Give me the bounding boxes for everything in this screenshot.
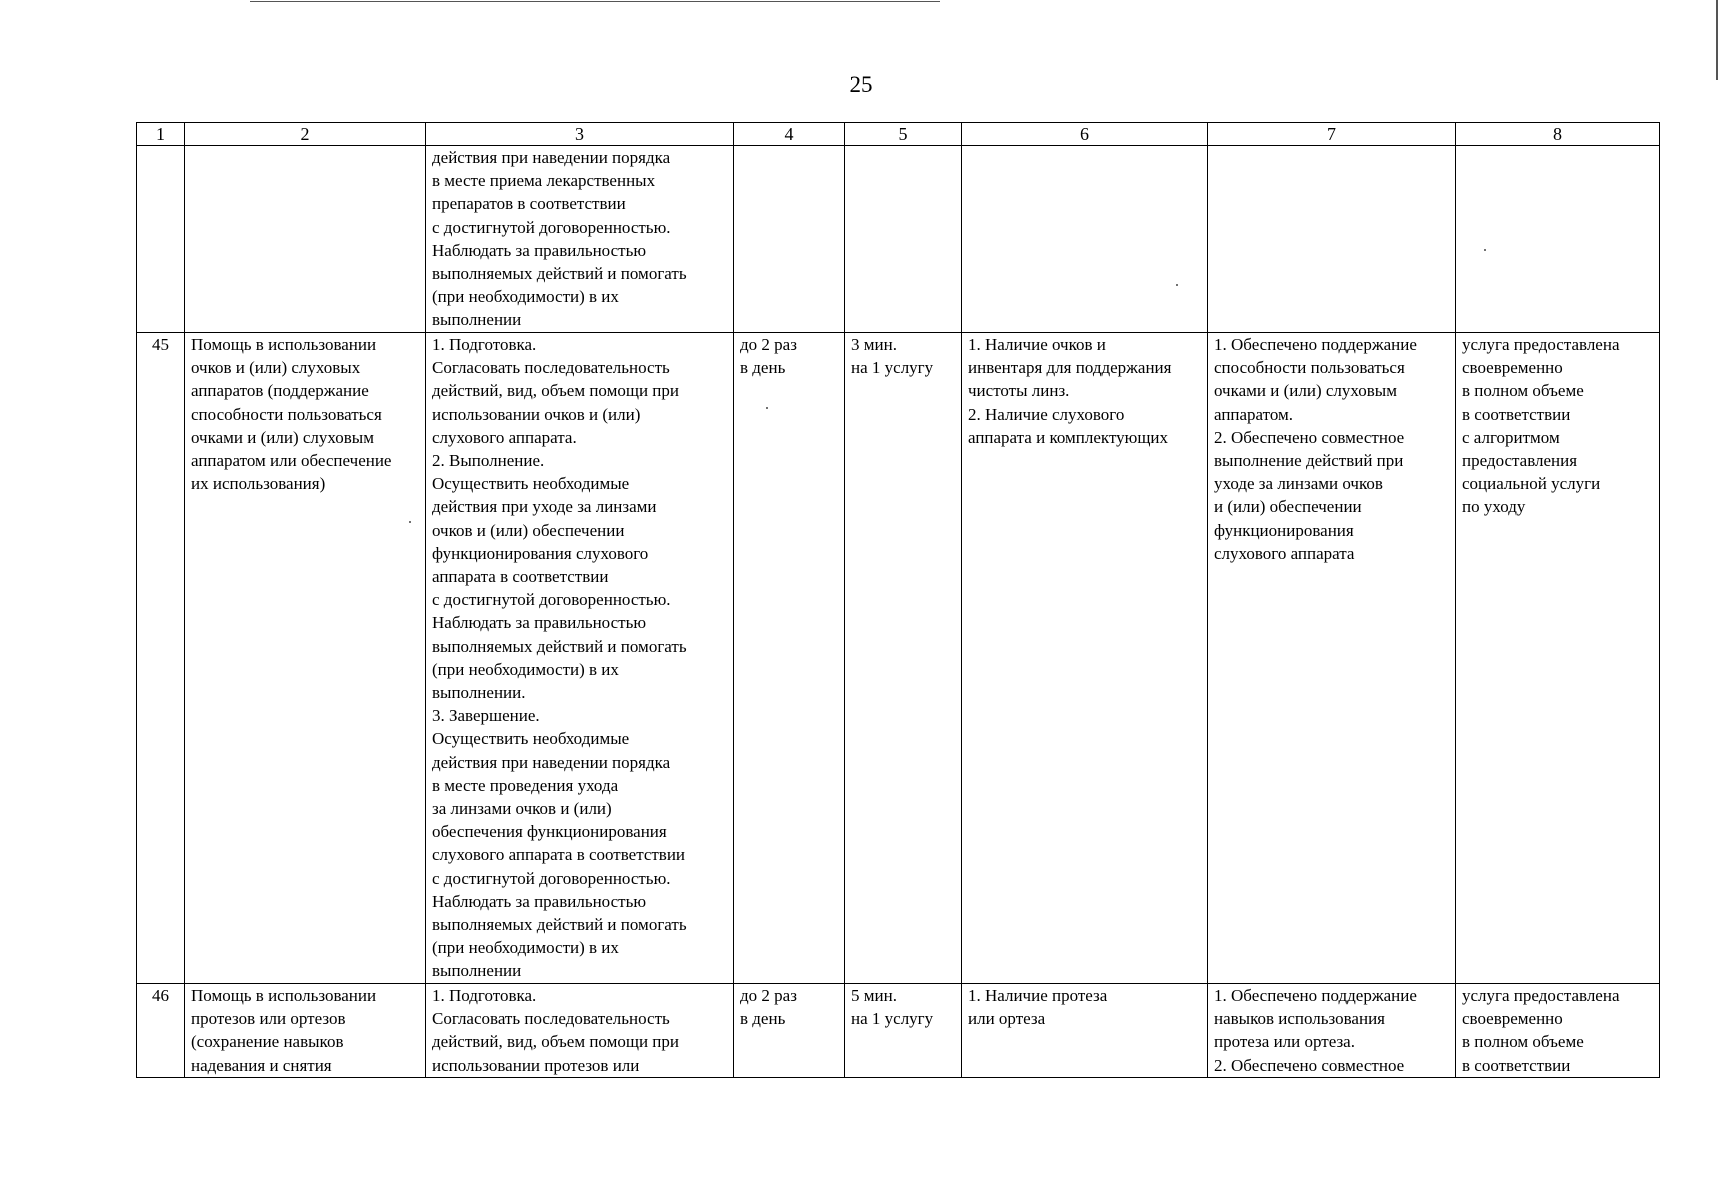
scan-edge-mark bbox=[1716, 0, 1718, 80]
service-description: 1. Подготовка. Согласовать последовательность действий, вид, объем помощи при использовании протезов или bbox=[426, 984, 734, 1078]
service-name: Помощь в использовании протезов или ортезов (сохранение навыков надевания и снятия bbox=[185, 984, 426, 1078]
column-number: 3 bbox=[426, 123, 734, 146]
scan-speck bbox=[1176, 284, 1178, 286]
service-quality: услуга предоставлена своевременно в полном объеме в соответствии с алгоритмом предоставления социальной услуги по уходу bbox=[1456, 333, 1660, 984]
scan-speck bbox=[1484, 249, 1486, 251]
column-number: 6 bbox=[962, 123, 1208, 146]
service-conditions bbox=[962, 146, 1208, 333]
service-quality bbox=[1456, 146, 1660, 333]
column-number: 2 bbox=[185, 123, 426, 146]
service-frequency bbox=[734, 146, 845, 333]
table-row-45 bbox=[137, 333, 1660, 984]
column-number: 7 bbox=[1208, 123, 1456, 146]
scan-speck bbox=[766, 407, 768, 409]
row-number bbox=[137, 146, 185, 333]
service-quality: услуга предоставлена своевременно в полном объеме в соответствии bbox=[1456, 984, 1660, 1078]
scan-speck bbox=[409, 521, 411, 523]
service-result: 1. Обеспечено поддержание навыков использования протеза или ортеза. 2. Обеспечено совместное bbox=[1208, 984, 1456, 1078]
service-conditions: 1. Наличие очков и инвентаря для поддержания чистоты линз. 2. Наличие слухового аппарата и комплектующих bbox=[962, 333, 1208, 984]
service-name: Помощь в использовании очков и (или) слуховых аппаратов (поддержание способности пользоваться очками и (или) слуховым аппаратом или обеспечение их использования) bbox=[185, 333, 426, 984]
service-result: 1. Обеспечено поддержание способности пользоваться очками и (или) слуховым аппаратом. 2. Обеспечено совместное выполнение действий при уходе за линзами очков и (или) обеспечении функционирования слухового аппарата bbox=[1208, 333, 1456, 984]
service-description: действия при наведении порядка в месте приема лекарственных препаратов в соответствии с достигнутой договоренностью. Наблюдать за правильностью выполняемых действий и помогать (при необходимости) в их выполнении bbox=[426, 146, 734, 333]
table-row-continued bbox=[137, 146, 1660, 333]
service-name bbox=[185, 146, 426, 333]
service-frequency: до 2 раз в день bbox=[734, 333, 845, 984]
top-scan-rule bbox=[250, 1, 940, 2]
row-number: 46 bbox=[137, 984, 185, 1078]
service-conditions: 1. Наличие протеза или ортеза bbox=[962, 984, 1208, 1078]
column-number: 1 bbox=[137, 123, 185, 146]
service-duration bbox=[845, 146, 962, 333]
service-description: 1. Подготовка. Согласовать последовательность действий, вид, объем помощи при использовании очков и (или) слухового аппарата. 2. Выполнение. Осуществить необходимые действия при уходе за линзами очков и (или) обеспечении функционирования слухового аппарата в соответствии с достигнутой договоренностью. Наблюдать за правильностью выполняемых действий и помогать (при необходимости) в их выполнении. 3. Завершение. Осуществить необходимые действия при наведении порядка в месте проведения ухода за линзами очков и (или) обеспечения функционирования слухового аппарата в соответствии с достигнутой договоренностью. Наблюдать за правильностью выполняемых действий и помогать (при необходимости) в их выполнении bbox=[426, 333, 734, 984]
service-result bbox=[1208, 146, 1456, 333]
service-frequency: до 2 раз в день bbox=[734, 984, 845, 1078]
service-duration: 3 мин. на 1 услугу bbox=[845, 333, 962, 984]
services-table bbox=[136, 122, 1660, 1078]
service-duration: 5 мин. на 1 услугу bbox=[845, 984, 962, 1078]
page-number: 25 bbox=[849, 72, 873, 97]
column-number-row bbox=[137, 123, 1660, 146]
column-number: 8 bbox=[1456, 123, 1660, 146]
column-number: 5 bbox=[845, 123, 962, 146]
column-number: 4 bbox=[734, 123, 845, 146]
table-row-46 bbox=[137, 984, 1660, 1078]
row-number: 45 bbox=[137, 333, 185, 984]
